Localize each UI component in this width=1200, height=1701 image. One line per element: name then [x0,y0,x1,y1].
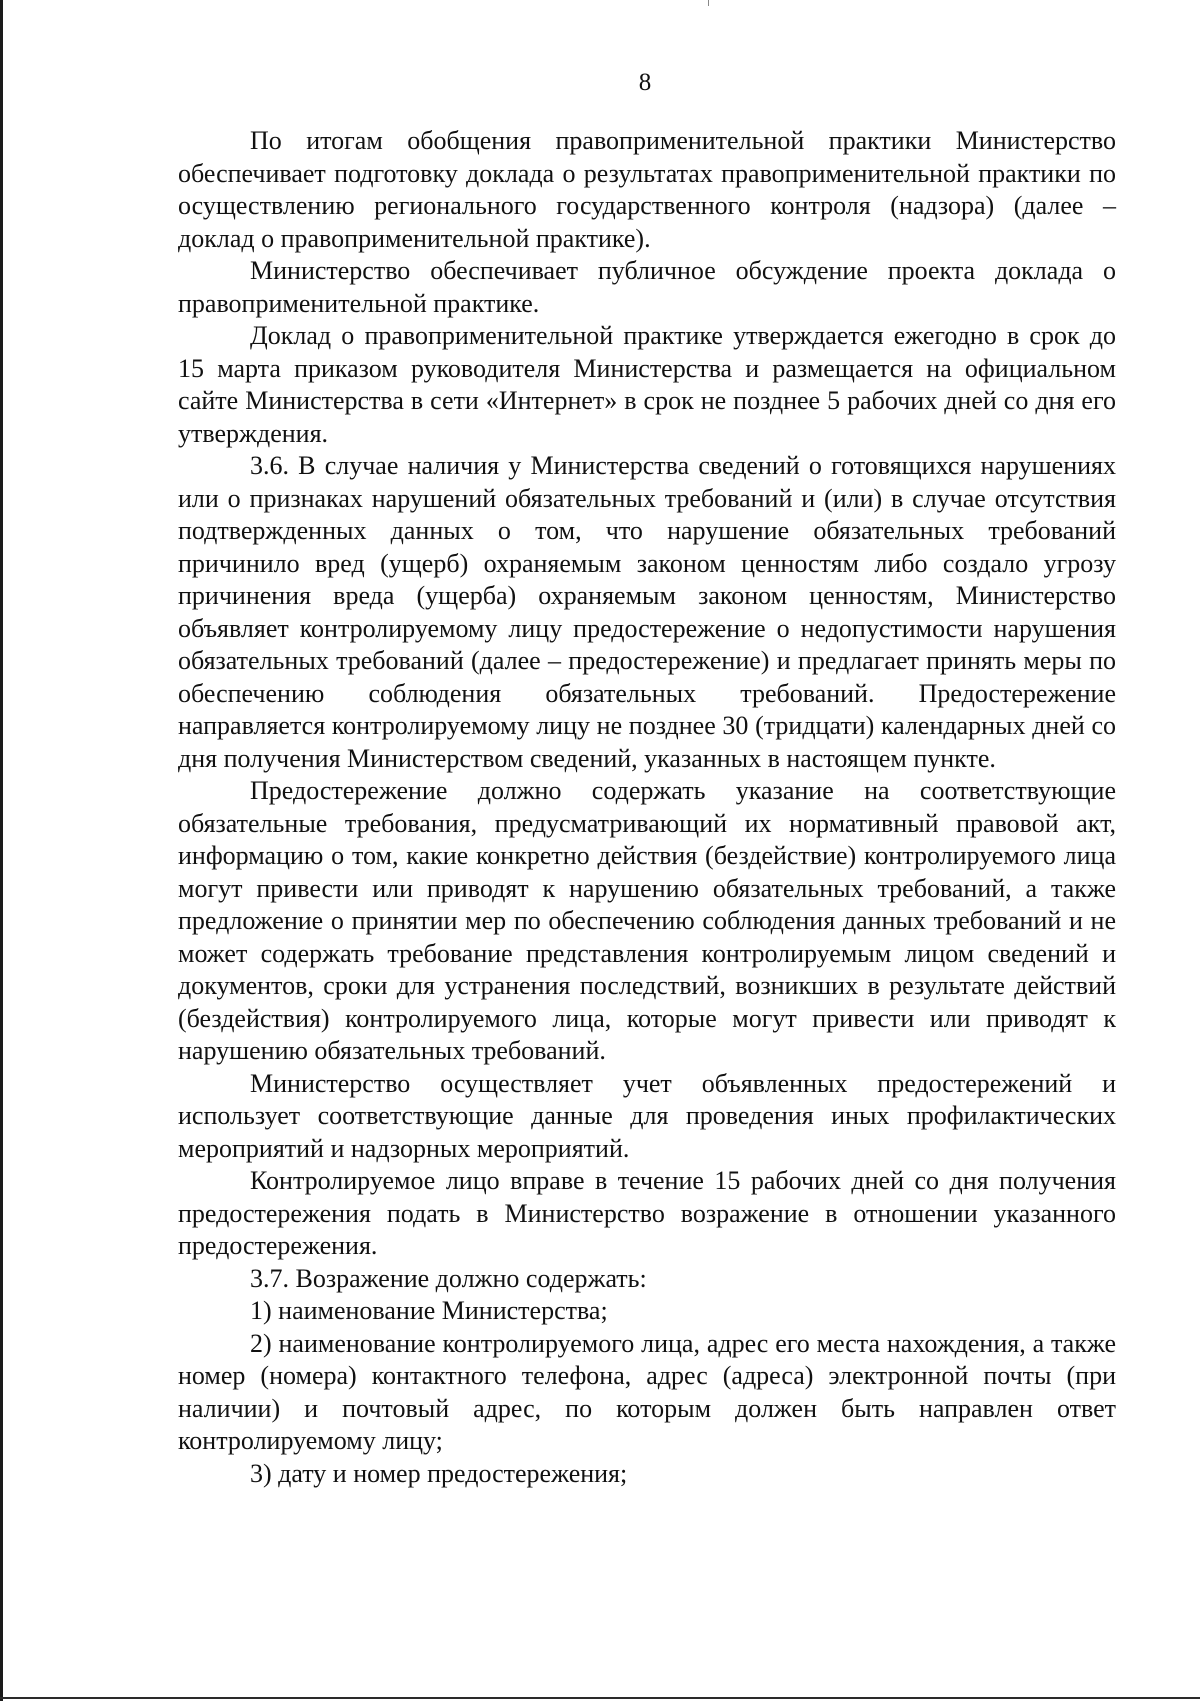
list-item-3: 3) дату и номер предостережения; [250,1458,628,1488]
paragraph-warning-records: Министерство осуществляет учет объявленных предостережений и использует соответствующие данные для проведения иных профилактических мероприятий и надзорных мероприятий. [178,1068,1116,1163]
paragraph-warning-content: Предостережение должно содержать указание на соответствующие обязательные требования, предусматривающий их нормативный правовой акт, информацию о том, какие конкретно действия (бездействие) контролируемого лица могут привести или приводят к нарушению обязательных требований, а также предложение о принятии мер по обеспечению соблюдения данных требований и не может содержать требование представления контролируемым лицом сведений и документов, сроки для устранения последствий, возникших в результате действий (бездействия) контролируемого лица, которые могут привести или приводят к нарушению обязательных требований. [178,776,1116,1065]
paragraph-objection-right: Контролируемое лицо вправе в течение 15 рабочих дней со дня получения предостережения подать в Министерство возражение в отношении указанного предостережения. [178,1166,1116,1260]
paragraph-report-approval: Доклад о правоприменительной практике утверждается ежегодно в срок до 15 марта приказом руководителя Министерства и размещается на официальном сайте Министерства в сети «Интернет» в срок не позднее 5 рабочих дней со дня его утверждения. [178,321,1116,448]
document-body [178,125,1116,1490]
scan-edge-left [0,0,3,1701]
paragraph-public-discussion: Министерство обеспечивает публичное обсуждение проекта доклада о правоприменительной практике. [178,256,1116,318]
paragraph-practice-summary: По итогам обобщения правоприменительной практики Министерство обеспечивает подготовку доклада о результатах правоприменительной практики по осуществлению регионального государственного контроля (надзора) (далее – доклад о правоприменительной практике). [178,126,1116,253]
scan-mark [708,0,709,6]
paragraph-3-6-warning: 3.6. В случае наличия у Министерства сведений о готовящихся нарушениях или о признаках нарушений обязательных требований и (или) в случае отсутствия подтвержденных данных о том, что нарушение обязательных требований причинило вред (ущерб) охраняемым законом ценностям либо создало угрозу причинения вреда (ущерба) охраняемым законом ценностям, Министерство объявляет контролируемому лицу предостережение о недопустимости нарушения обязательных требований (далее – предостережение) и предлагает принять меры по обеспечению соблюдения обязательных требований. Предостережение направляется контролируемому лицу не позднее 30 (тридцати) календарных дней со дня получения Министерством сведений, указанных в настоящем пункте. [178,451,1116,773]
list-item-2: 2) наименование контролируемого лица, адрес его места нахождения, а также номер (номера) контактного телефона, адрес (адреса) электронной почты (при наличии) и почтовый адрес, по которым должен быть направлен ответ контролируемому лицу; [178,1328,1116,1455]
page-number: 8 [638,69,652,96]
paragraph-3-7-objection: 3.7. Возражение должно содержать: [250,1263,647,1293]
scan-edge-bottom [0,1697,1200,1699]
list-item-1: 1) наименование Министерства; [250,1296,608,1325]
